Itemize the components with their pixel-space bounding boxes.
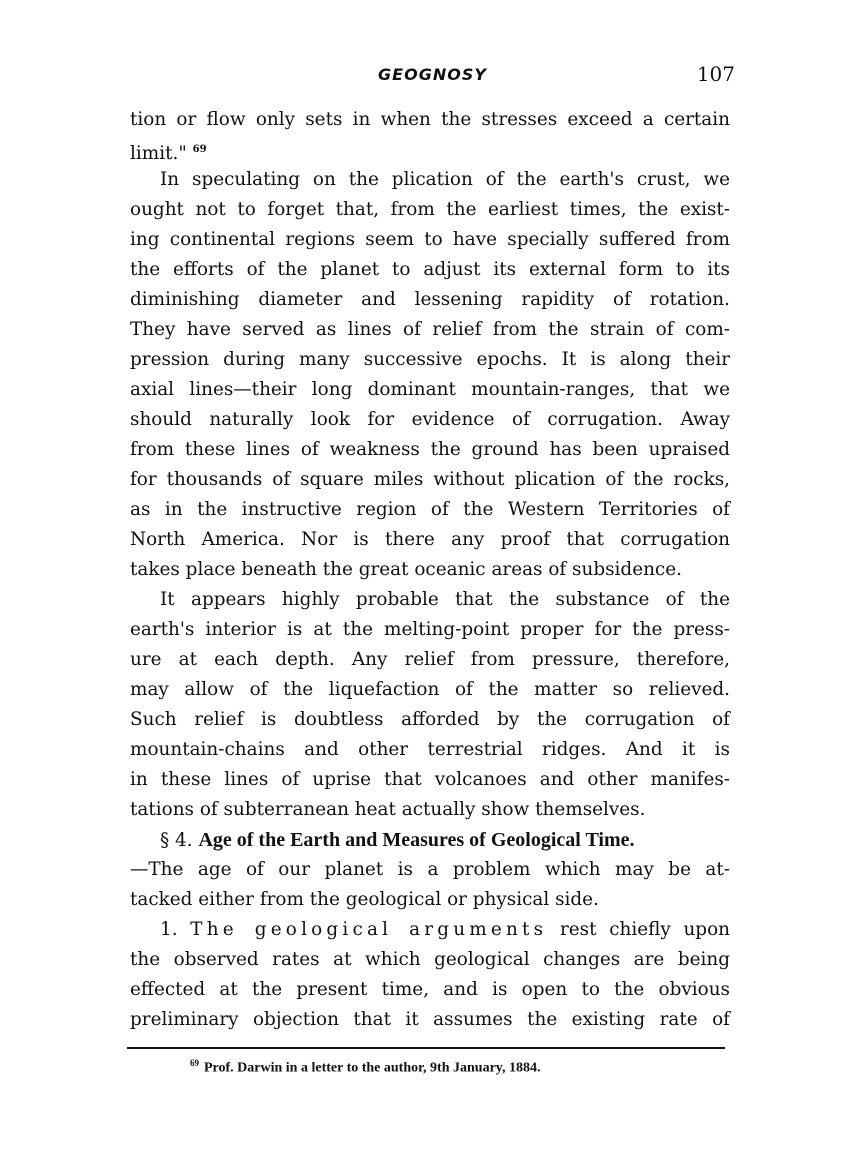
text-line: should naturally look for evidence of corrugation. Away [130,409,730,430]
text-line-content: rest chiefly upon [560,919,730,940]
paragraph-first-line: In speculating on the plication of the earth's crust, we [160,169,730,190]
text-line: axial lines—their long dominant mountain-ranges, that we [130,379,730,400]
text-line: Such relief is doubtless afforded by the corrugation of [130,709,730,730]
text-line: earth's interior is at the melting-point proper for the press- [130,619,730,640]
text-line: from these lines of weakness the ground has been upraised [130,439,730,460]
footnote-reference: 69 [192,144,207,155]
text-line: —The age of our planet is a problem which may be at- [130,859,730,880]
paragraph-first-line [130,915,730,945]
text-line: the observed rates at which geological changes are being [130,949,730,970]
text-line: North America. Nor is there any proof that corrugation [130,529,730,550]
text-line: for thousands of square miles without plication of the rocks, [130,469,730,490]
text-line-content: limit." [130,143,187,165]
text-line: pression during many successive epochs. It is along their [130,349,730,370]
footnote-divider [127,1047,725,1049]
body-text [130,105,730,1035]
text-line: They have served as lines of relief from the strain of com- [130,319,730,340]
text-line: as in the instructive region of the Western Territories of [130,499,730,520]
text-line: effected at the present time, and is open to the obvious [130,979,730,1000]
text-line: mountain-chains and other terrestrial ridges. And it is [130,739,730,760]
spaced-emphasis: The geological arguments [190,919,548,940]
running-head [130,62,735,88]
text-line: the efforts of the planet to adjust its external form to its [130,259,730,280]
paragraph-first-line: It appears highly probable that the substance of the [160,589,730,610]
text-line: ure at each depth. Any relief from pressure, therefore, [130,649,730,670]
footnote-text: Prof. Darwin in a letter to the author, 9th January, 1884. [204,1060,541,1076]
text-line: ought not to forget that, from the earliest times, the exist- [130,199,730,220]
text-line: in these lines of uprise that volcanoes and other manifes- [130,769,730,790]
section-number: § 4. [160,830,193,851]
text-line: tion or flow only sets in when the stresses exceed a certain [130,109,730,130]
footnote-marker: 69 [190,1058,199,1068]
section-heading: Age of the Earth and Measures of Geological Time. [198,829,635,851]
text-line: tacked either from the geological or physical side. [130,889,599,910]
text-line: preliminary objection that it assumes the existing rate of [130,1009,730,1030]
section-heading-line [130,825,730,855]
text-line: ing continental regions seem to have specially suffered from [130,229,730,250]
text-line [130,135,730,165]
text-line: tations of subterranean heat actually show themselves. [130,799,646,820]
page-number: 107 [696,62,735,86]
footnote [190,1058,541,1077]
item-number: 1. [160,919,178,940]
text-line: diminishing diameter and lessening rapidity of rotation. [130,289,730,310]
running-title: GEOGNOSY [378,65,487,84]
text-line: may allow of the liquefaction of the matter so relieved. [130,679,730,700]
text-line: takes place beneath the great oceanic areas of subsidence. [130,559,682,580]
